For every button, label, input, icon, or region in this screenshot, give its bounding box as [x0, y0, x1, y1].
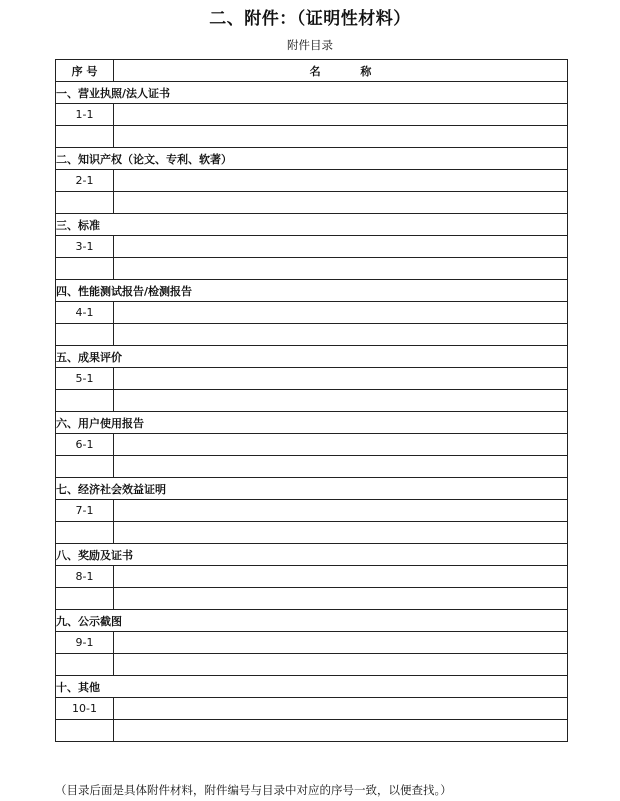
- item-number: 5-1: [56, 368, 114, 390]
- item-row: [56, 566, 568, 588]
- section-title: 三、标准: [56, 214, 568, 236]
- section-row: [56, 280, 568, 302]
- section-title: 四、性能测试报告/检测报告: [56, 280, 568, 302]
- attachment-catalog-table: [55, 59, 568, 742]
- item-row: [56, 698, 568, 720]
- blank-name-cell: [114, 192, 568, 214]
- section-row: [56, 148, 568, 170]
- blank-row: [56, 720, 568, 742]
- blank-row: [56, 522, 568, 544]
- section-title: 八、奖励及证书: [56, 544, 568, 566]
- item-name-cell: [114, 566, 568, 588]
- blank-number-cell: [56, 588, 114, 610]
- blank-row: [56, 390, 568, 412]
- blank-name-cell: [114, 390, 568, 412]
- item-number: 6-1: [56, 434, 114, 456]
- section-title: 十、其他: [56, 676, 568, 698]
- section-title: 七、经济社会效益证明: [56, 478, 568, 500]
- item-name-cell: [114, 500, 568, 522]
- blank-name-cell: [114, 654, 568, 676]
- item-number: 7-1: [56, 500, 114, 522]
- item-row: [56, 434, 568, 456]
- blank-row: [56, 456, 568, 478]
- section-row: [56, 610, 568, 632]
- item-row: [56, 368, 568, 390]
- blank-number-cell: [56, 192, 114, 214]
- blank-number-cell: [56, 390, 114, 412]
- blank-name-cell: [114, 324, 568, 346]
- blank-name-cell: [114, 456, 568, 478]
- item-name-cell: [114, 434, 568, 456]
- item-row: [56, 236, 568, 258]
- item-number: 10-1: [56, 698, 114, 720]
- section-row: [56, 346, 568, 368]
- item-number: 9-1: [56, 632, 114, 654]
- header-name-label: 名 称: [309, 64, 390, 78]
- item-row: [56, 632, 568, 654]
- blank-row: [56, 192, 568, 214]
- blank-row: [56, 654, 568, 676]
- blank-row: [56, 258, 568, 280]
- section-title: 六、用户使用报告: [56, 412, 568, 434]
- item-row: [56, 104, 568, 126]
- item-number: 4-1: [56, 302, 114, 324]
- item-name-cell: [114, 170, 568, 192]
- blank-name-cell: [114, 522, 568, 544]
- section-title: 一、营业执照/法人证书: [56, 82, 568, 104]
- catalog-subtitle: 附件目录: [287, 38, 333, 52]
- item-name-cell: [114, 104, 568, 126]
- blank-number-cell: [56, 258, 114, 280]
- section-title: 五、成果评价: [56, 346, 568, 368]
- blank-name-cell: [114, 588, 568, 610]
- blank-name-cell: [114, 720, 568, 742]
- item-name-cell: [114, 632, 568, 654]
- section-row: [56, 478, 568, 500]
- header-name: [114, 60, 568, 82]
- section-row: [56, 214, 568, 236]
- blank-name-cell: [114, 258, 568, 280]
- item-row: [56, 170, 568, 192]
- blank-name-cell: [114, 126, 568, 148]
- blank-number-cell: [56, 720, 114, 742]
- footer-note: （目录后面是具体附件材料，附件编号与目录中对应的序号一致，以便查找。）: [55, 783, 452, 797]
- page-title: 二、附件：（证明性材料）: [209, 9, 411, 29]
- blank-number-cell: [56, 456, 114, 478]
- header-number: 序 号: [56, 60, 114, 82]
- item-number: 1-1: [56, 104, 114, 126]
- section-title: 二、知识产权（论文、专利、软著）: [56, 148, 568, 170]
- blank-row: [56, 324, 568, 346]
- section-title: 九、公示截图: [56, 610, 568, 632]
- section-row: [56, 676, 568, 698]
- item-row: [56, 302, 568, 324]
- item-row: [56, 500, 568, 522]
- item-name-cell: [114, 698, 568, 720]
- item-name-cell: [114, 236, 568, 258]
- section-row: [56, 412, 568, 434]
- item-number: 2-1: [56, 170, 114, 192]
- blank-number-cell: [56, 654, 114, 676]
- blank-number-cell: [56, 522, 114, 544]
- blank-row: [56, 588, 568, 610]
- blank-number-cell: [56, 126, 114, 148]
- item-name-cell: [114, 302, 568, 324]
- table-body: [56, 82, 568, 742]
- item-number: 8-1: [56, 566, 114, 588]
- item-number: 3-1: [56, 236, 114, 258]
- item-name-cell: [114, 368, 568, 390]
- blank-number-cell: [56, 324, 114, 346]
- table-header-row: [56, 60, 568, 82]
- blank-row: [56, 126, 568, 148]
- section-row: [56, 82, 568, 104]
- section-row: [56, 544, 568, 566]
